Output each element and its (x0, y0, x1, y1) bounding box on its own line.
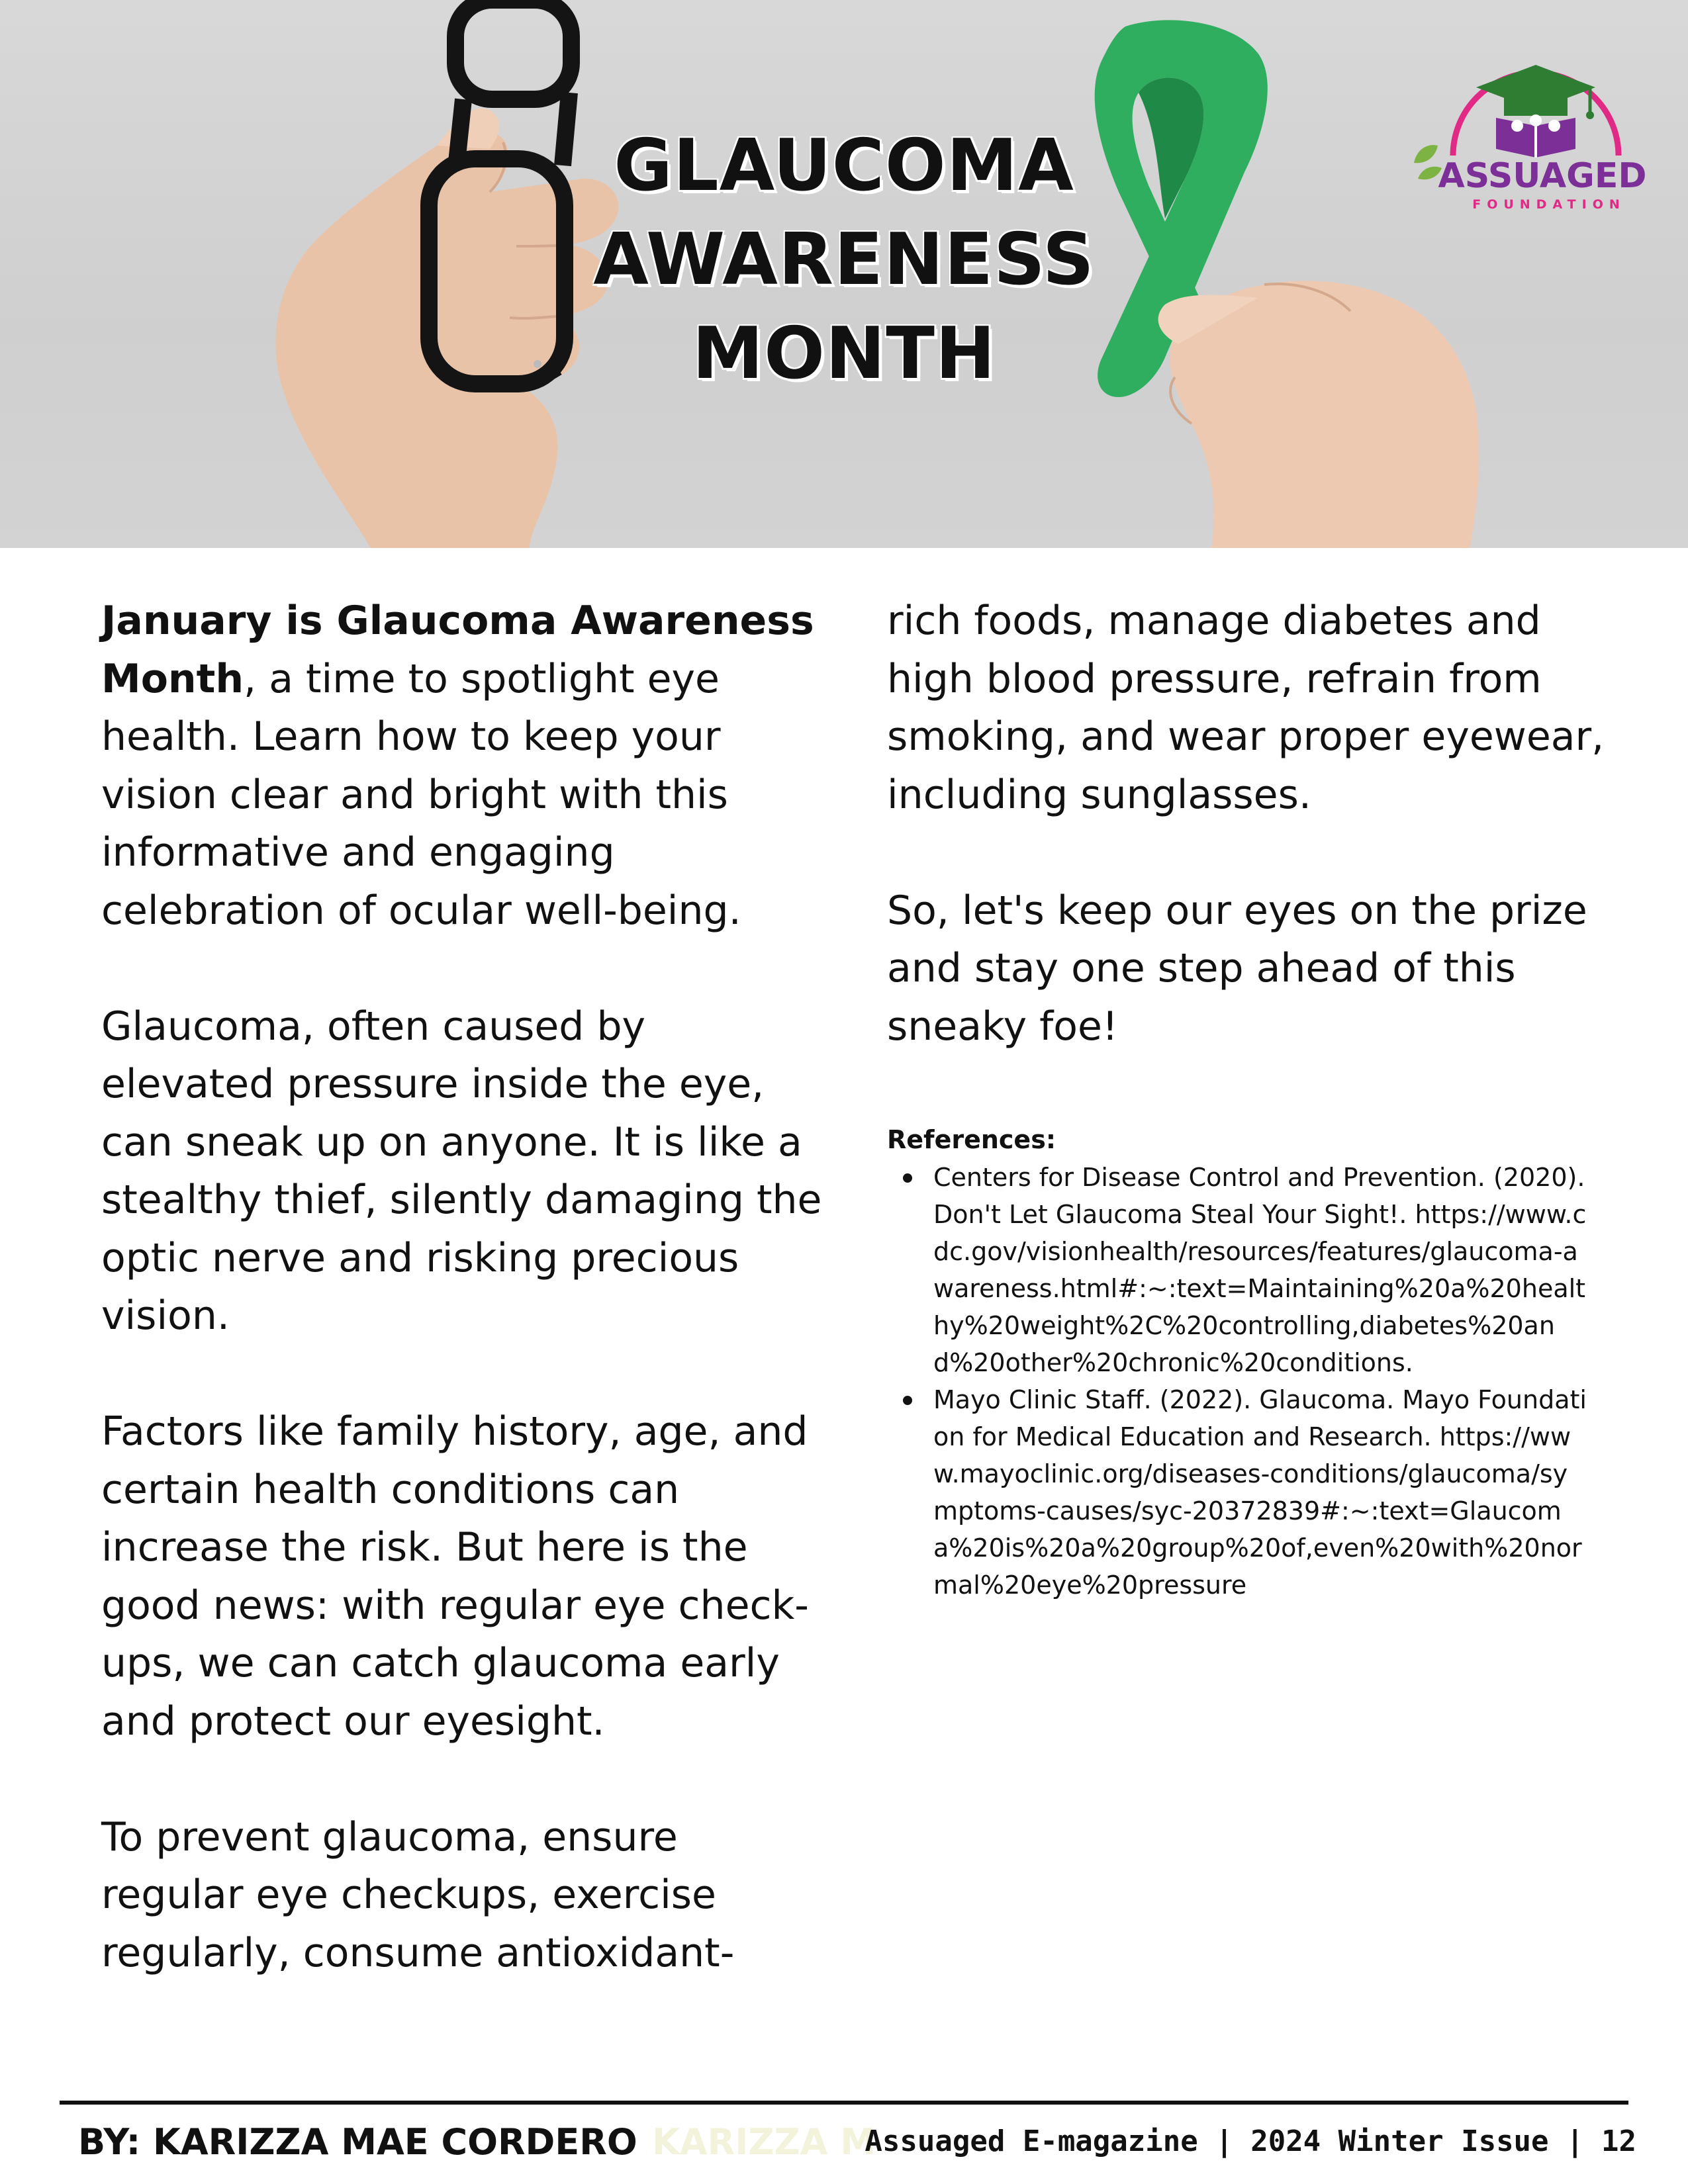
reference-item-mayo: Mayo Clinic Staff. (2022). Glaucoma. Mayo Foundation for Medical Education and Research. https://www.mayoclinic.org/diseases-conditions/glaucoma/symptoms-causes/syc-20372839#:~:text=Glaucoma%20is%20a%20group%20of,even%20with%20normal%20eye%20pressure (933, 1381, 1589, 1604)
paragraph-prevention-continued: rich foods, manage diabetes and high blood pressure, refrain from smoking, and wear proper eyewear, including sunglasses. (887, 598, 1605, 818)
title-line-3: MONTH (692, 312, 996, 395)
intro-paragraph (101, 592, 829, 940)
assuaged-foundation-logo (1403, 33, 1668, 225)
paragraph-risk-factors: Factors like family history, age, and certain health conditions can increase the risk. But here is the good news: with regular eye check-ups, we can catch glaucoma early and protect our eyesight. (101, 1408, 809, 1745)
intro-bold-text: January is Glaucoma Awareness Month (101, 598, 814, 702)
title-line-2: AWARENESS (593, 218, 1095, 301)
paragraph-prevention: To prevent glaucoma, ensure regular eye checkups, exercise regularly, consume antioxidant- (101, 1813, 735, 1976)
author-byline: BY: KARIZZA MAE CORDERO (78, 2121, 637, 2163)
reference-item-cdc: Centers for Disease Control and Prevention. (2020). Don't Let Glaucoma Steal Your Sight!. https://www.cdc.gov/visionhealth/resources/features/glaucoma-awareness.html#:~:text=Maintaining%20a%20healthy%20weight%2C%20controlling,diabetes%20and%20other%20chronic%20conditions. (933, 1159, 1589, 1381)
article-left-column (101, 592, 829, 1982)
references-list (887, 1159, 1589, 1604)
paragraph-causes: Glaucoma, often caused by elevated pressure inside the eye, can sneak up on anyone. It is like a stealthy thief, silently damaging the optic nerve and risking precious vision. (101, 1003, 822, 1339)
article-right-column (887, 592, 1622, 1056)
title-line-1: GLAUCOMA (614, 124, 1074, 207)
references-section (887, 1123, 1589, 1604)
byline-ghost-text: KARIZZA M (652, 2121, 876, 2163)
issue-info: Assuaged E-magazine | 2024 Winter Issue | 12 (865, 2124, 1636, 2158)
hero-banner (0, 0, 1688, 548)
paragraph-closing: So, let's keep our eyes on the prize and stay one step ahead of this sneaky foe! (887, 887, 1587, 1050)
logo-wordmark: ASSUAGED (1438, 156, 1647, 196)
intro-text: , a time to spotlight eye health. Learn how to keep your vision clear and bright with this informative and engaging celebration of ocular well-being. (101, 655, 741, 934)
footer-divider (60, 2101, 1628, 2105)
logo-subtitle: FOUNDATION (1472, 197, 1626, 212)
references-heading: References: (887, 1125, 1056, 1154)
